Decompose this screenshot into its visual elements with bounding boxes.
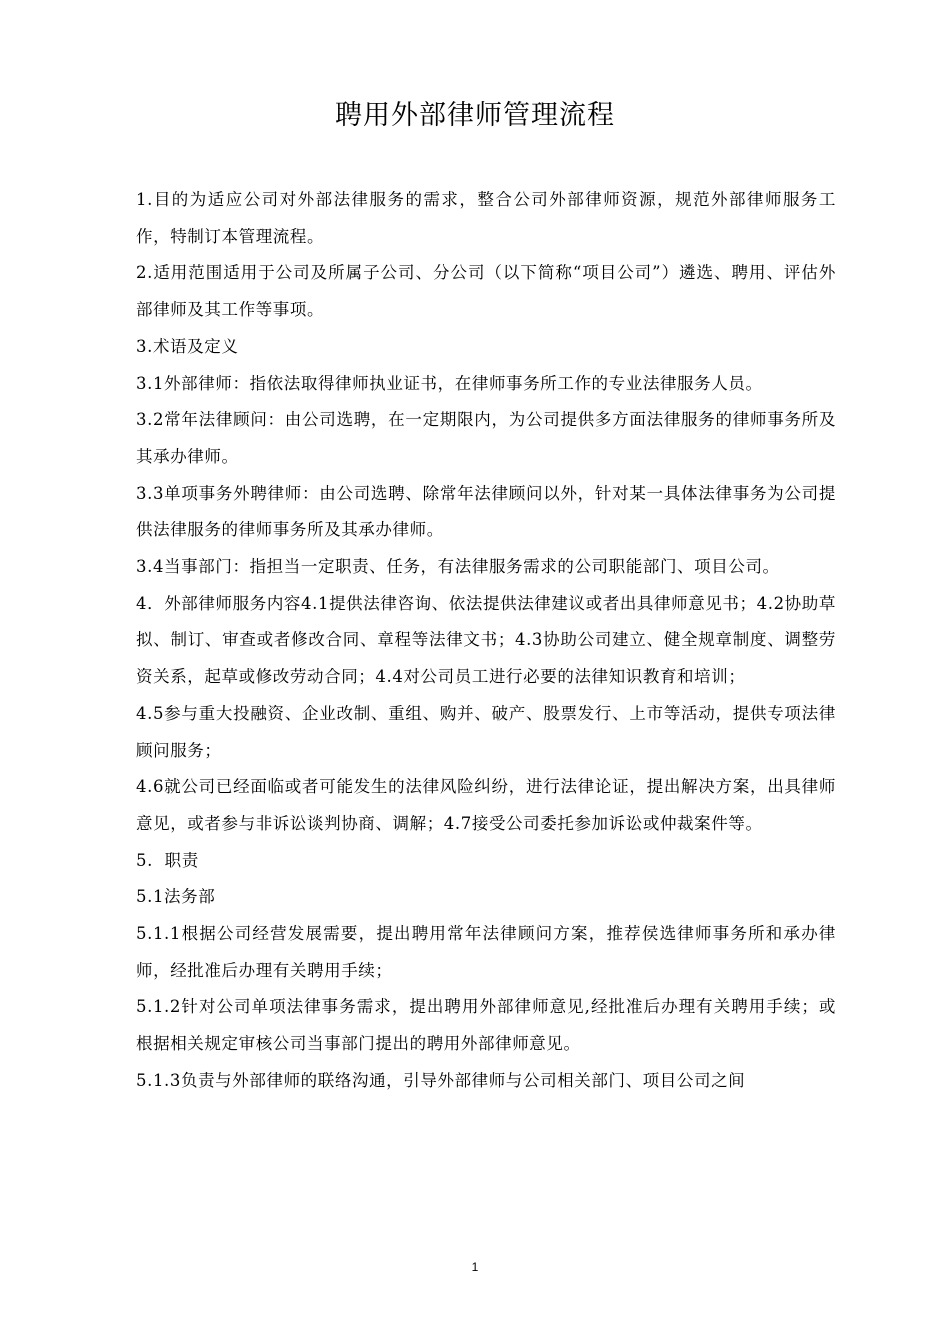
paragraph-services-4-6: 4.6就公司已经面临或者可能发生的法律风险纠纷，进行法律论证，提出解决方案，出具律师意见，或者参与非诉讼谈判协商、调解；4.7接受公司委托参加诉讼或仲裁案件等。: [136, 777, 836, 833]
paragraph-duty-5-1-3: 5.1.3负责与外部律师的联络沟通，引导外部律师与公司相关部门、项目公司之间: [136, 1070, 746, 1090]
paragraph-services: 4．外部律师服务内容4.1提供法律咨询、依法提供法律建议或者出具律师意见书；4.2协助草拟、制订、审查或者修改合同、章程等法律文书；4.3协助公司建立、健全规章制度、调整劳资关系，起草或修改劳动合同；4.4对公司员工进行必要的法律知识教育和培训；: [136, 593, 836, 687]
paragraph-legal-dept: 5.1法务部: [136, 887, 216, 907]
paragraph-services-4-5: 4.5参与重大投融资、企业改制、重组、购并、破产、股票发行、上市等活动，提供专项法律顾问服务；: [136, 703, 836, 760]
paragraph-term-3-4: 3.4当事部门：指担当一定职责、任务，有法律服务需求的公司职能部门、项目公司。: [136, 557, 780, 577]
paragraph-duties-heading: 5. 职责: [136, 850, 199, 870]
paragraph-term-3-1: 3.1外部律师：指依法取得律师执业证书，在律师事务所工作的专业法律服务人员。: [136, 373, 763, 393]
paragraph-term-3-2: 3.2常年法律顾问：由公司选聘，在一定期限内，为公司提供多方面法律服务的律师事务所及其承办律师。: [136, 410, 836, 466]
paragraph-duty-5-1-2: 5.1.2针对公司单项法律事务需求，提出聘用外部律师意见,经批准后办理有关聘用手续；或根据相关规定审核公司当事部门提出的聘用外部律师意见。: [136, 997, 836, 1054]
paragraph-purpose: 1.目的为适应公司对外部法律服务的需求，整合公司外部律师资源，规范外部律师服务工作，特制订本管理流程。: [136, 190, 836, 246]
paragraph-duty-5-1-1: 5.1.1根据公司经营发展需要，提出聘用常年法律顾问方案，推荐侯选律师事务所和承办律师，经批准后办理有关聘用手续；: [136, 924, 836, 980]
document-body: [136, 182, 836, 1100]
document-title: 聘用外部律师管理流程: [335, 100, 615, 131]
paragraph-scope: 2.适用范围适用于公司及所属子公司、分公司（以下简称“项目公司”）遴选、聘用、评估外部律师及其工作等事项。: [136, 263, 836, 320]
paragraph-terms-heading: 3.术语及定义: [136, 336, 239, 356]
page-number: 1: [471, 1260, 479, 1274]
paragraph-term-3-3: 3.3单项事务外聘律师：由公司选聘、除常年法律顾问以外，针对某一具体法律事务为公司提供法律服务的律师事务所及其承办律师。: [136, 483, 836, 540]
